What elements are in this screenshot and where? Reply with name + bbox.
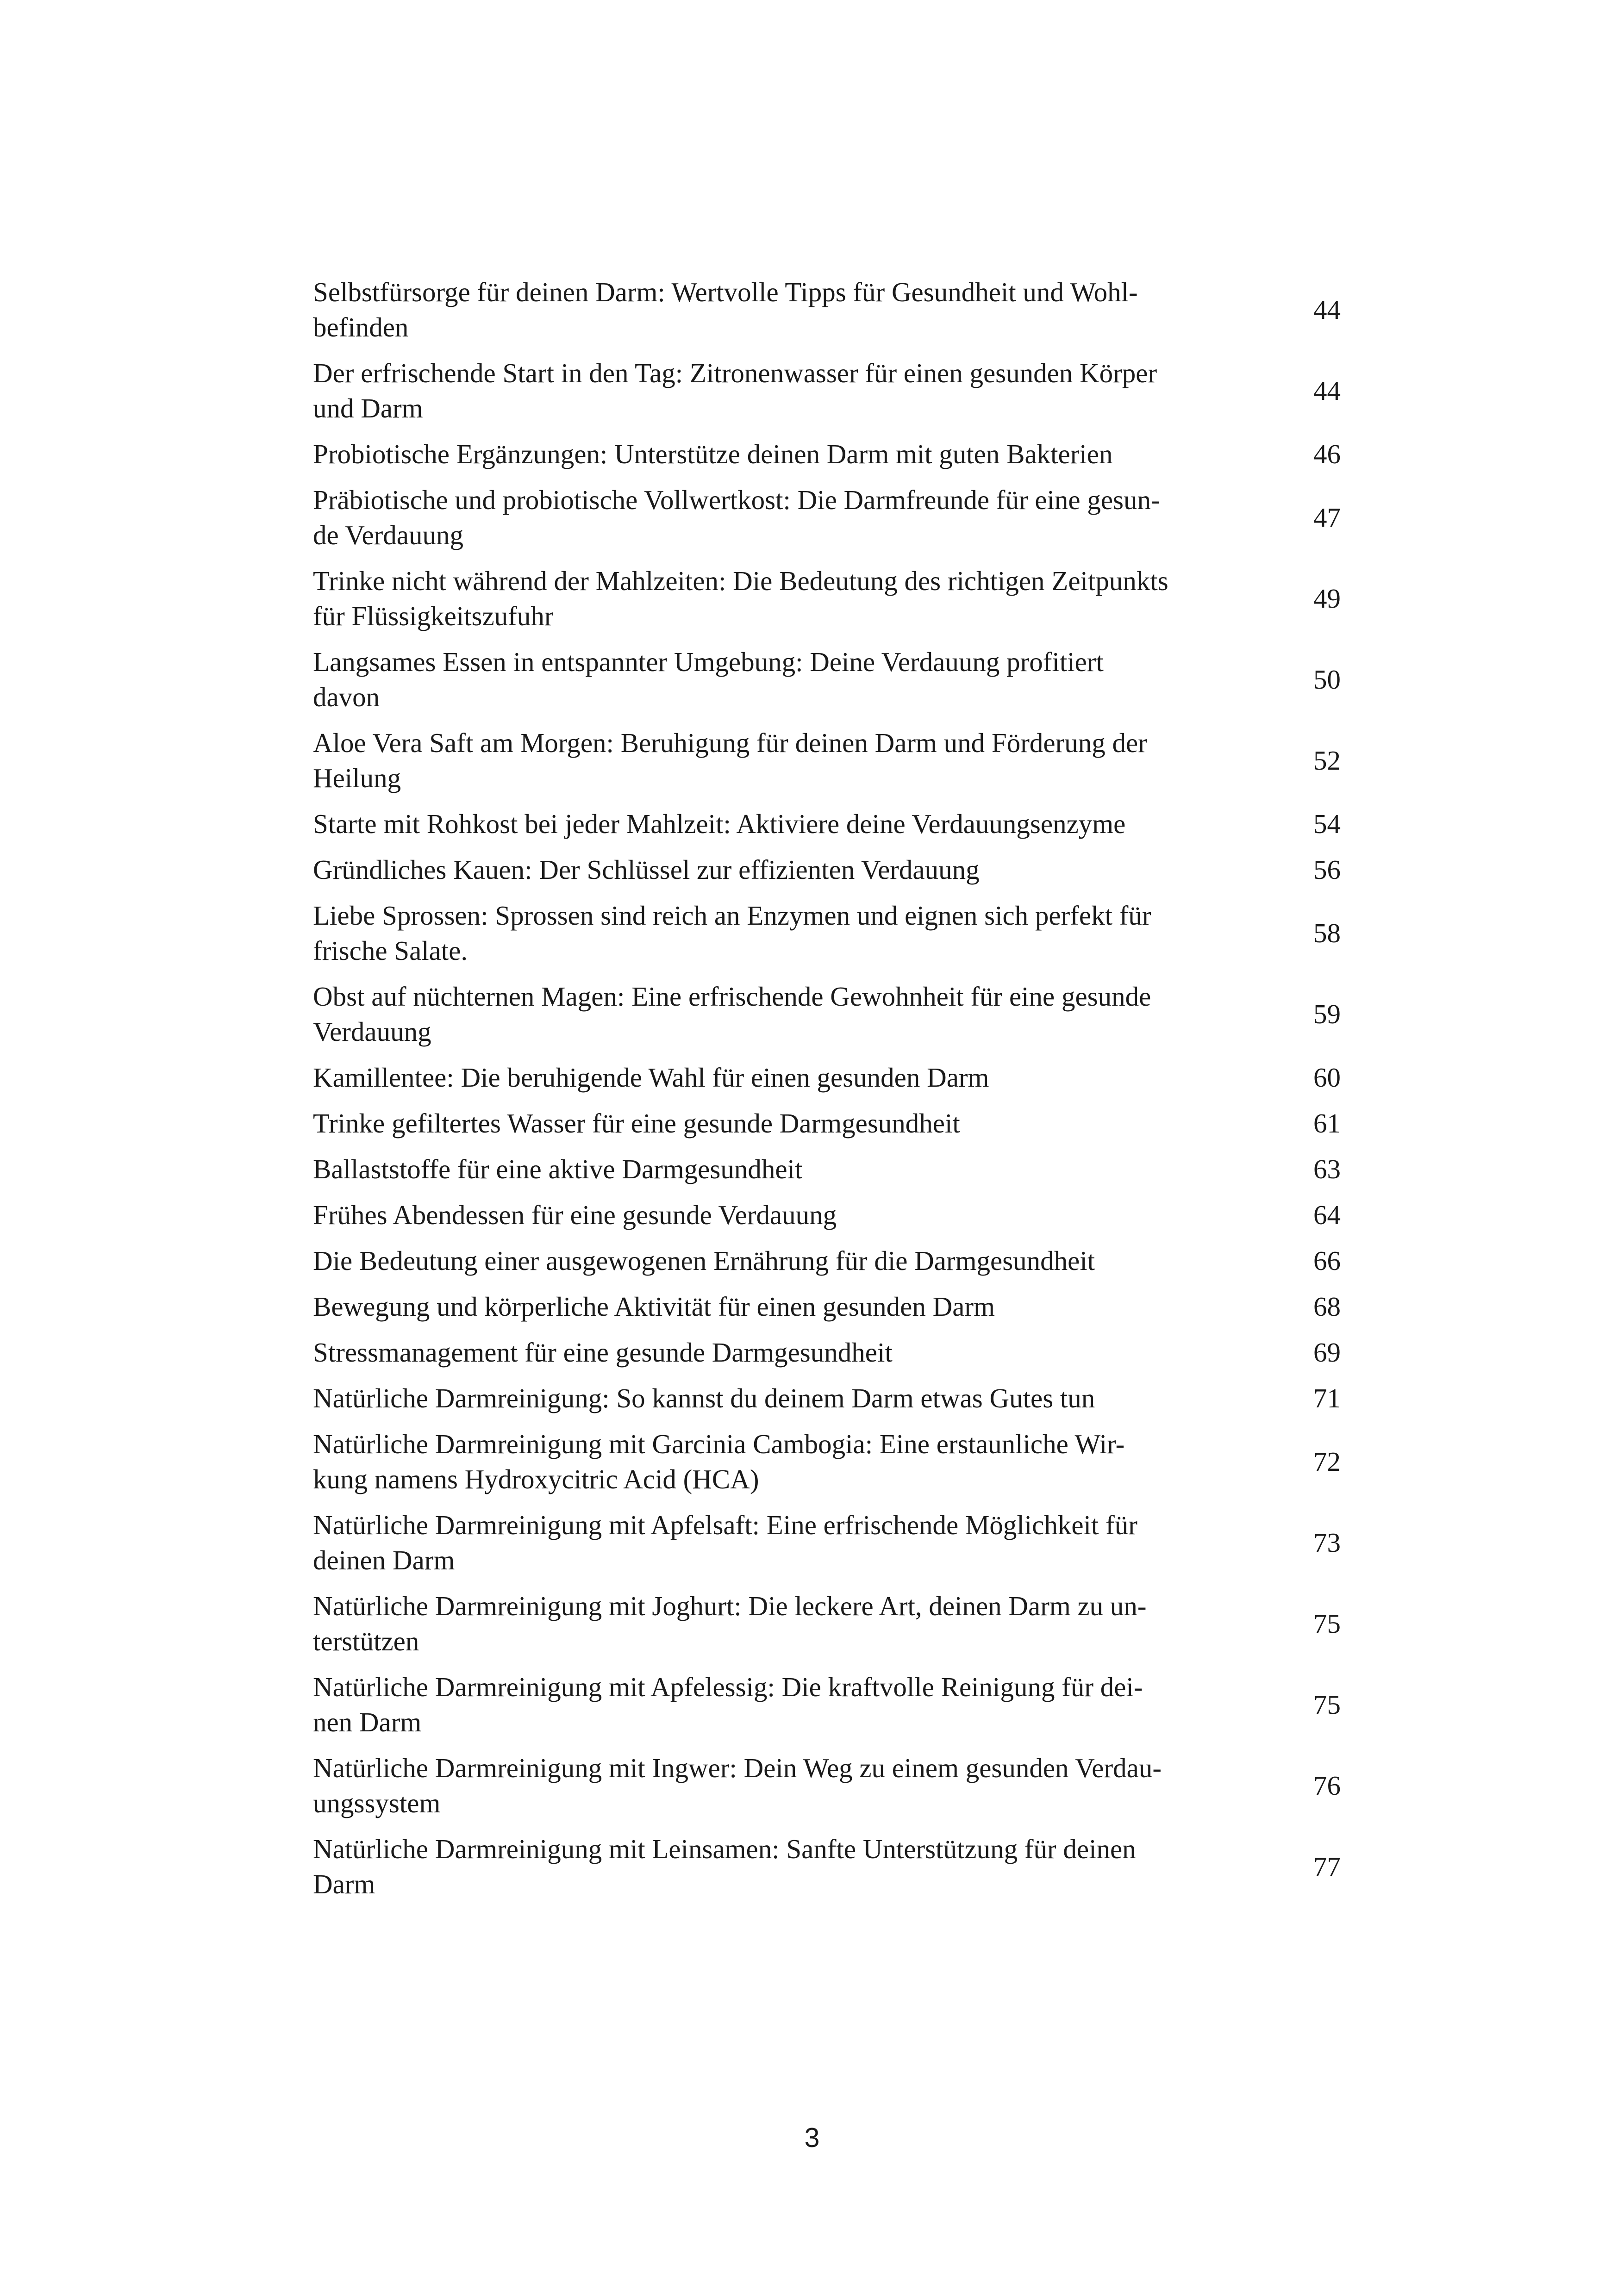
toc-entry-title [313,1381,1276,1416]
toc-entry-title-line: Liebe Sprossen: Sprossen sind reich an Enzymen und eignen sich perfekt für [313,900,1151,931]
toc-entry [313,1831,1341,1902]
toc-entry-page-number: 49 [1313,583,1341,614]
toc-entry-title-line: Gründliches Kauen: Der Schlüssel zur effizienten Verdauung [313,854,980,885]
toc-entry-title-line: de Verdauung [313,520,463,550]
toc-entry [313,1197,1341,1232]
toc-entry [313,436,1341,472]
toc-entry-title [313,1197,1276,1232]
toc-entry-page-number: 52 [1313,745,1341,776]
toc-entry-title [313,806,1276,841]
toc-entry [313,1669,1341,1740]
toc-entry-title-line: Natürliche Darmreinigung mit Apfelsaft: Eine erfrischende Möglichkeit für [313,1510,1137,1540]
toc-entry-page-number: 44 [1313,375,1341,406]
toc-entry-title-line: Verdauung [313,1016,431,1047]
toc-entry [313,725,1341,796]
toc-entry-title [313,482,1276,553]
toc-entry-title-line: Präbiotische und probiotische Vollwertkost: Die Darmfreunde für eine gesun- [313,485,1160,515]
toc-entry-title-line: Probiotische Ergänzungen: Unterstütze deinen Darm mit guten Bakterien [313,439,1113,469]
toc-entry-page-number: 56 [1313,854,1341,885]
toc-entry-title-line: kung namens Hydroxycitric Acid (HCA) [313,1464,759,1494]
toc-entry-title-line: Kamillentee: Die beruhigende Wahl für einen gesunden Darm [313,1062,989,1093]
toc-entry-page-number: 59 [1313,999,1341,1029]
toc-entry [313,1060,1341,1095]
toc-entry-title [313,1243,1276,1278]
toc-entry-page-number: 73 [1313,1527,1341,1558]
toc-entry [313,1507,1341,1578]
toc-entry [313,1289,1341,1324]
toc-entry-title [313,1426,1276,1497]
toc-entry-title-line: Frühes Abendessen für eine gesunde Verdauung [313,1200,837,1230]
toc-entry-title [313,274,1276,345]
toc-entry-page-number: 69 [1313,1337,1341,1368]
toc-entry-title [313,898,1276,968]
toc-entry-page-number: 72 [1313,1446,1341,1477]
toc-entry-title [313,1289,1276,1324]
toc-entry-page-number: 54 [1313,809,1341,839]
toc-entry-title-line: Trinke gefiltertes Wasser für eine gesunde Darmgesundheit [313,1108,960,1139]
toc-entry-title-line: Natürliche Darmreinigung mit Ingwer: Dein Weg zu einem gesunden Verdau- [313,1753,1162,1783]
toc-entry-title-line: Darm [313,1869,375,1899]
toc-entry [313,1750,1341,1821]
toc-entry [313,1588,1341,1659]
toc-entry [313,1151,1341,1187]
toc-entry-title [313,1151,1276,1187]
toc-entry-title-line: ungssystem [313,1788,441,1818]
toc-entry [313,1381,1341,1416]
toc-entry [313,1243,1341,1278]
toc-entry-title-line: Stressmanagement für eine gesunde Darmgesundheit [313,1337,893,1368]
toc-entry-title-line: Natürliche Darmreinigung: So kannst du deinem Darm etwas Gutes tun [313,1383,1095,1413]
toc-entry-title-line: für Flüssigkeitszufuhr [313,601,554,631]
toc-entry-title-line: Natürliche Darmreinigung mit Leinsamen: Sanfte Unterstützung für deinen [313,1834,1136,1864]
toc-entry-title [313,852,1276,887]
toc-entry [313,644,1341,715]
toc-entry-title-line: Selbstfürsorge für deinen Darm: Wertvolle Tipps für Gesundheit und Wohl- [313,277,1138,307]
toc-entry [313,852,1341,887]
toc-entry [313,355,1341,426]
toc-entry-title-line: Langsames Essen in entspannter Umgebung: Deine Verdauung profitiert [313,647,1104,677]
toc-entry-title-line: Bewegung und körperliche Aktivität für einen gesunden Darm [313,1291,995,1322]
toc-entry [313,806,1341,841]
toc-entry-page-number: 60 [1313,1062,1341,1093]
toc-entry-title-line: Starte mit Rohkost bei jeder Mahlzeit: Aktiviere deine Verdauungsenzyme [313,809,1126,839]
toc-entry-title-line: nen Darm [313,1707,422,1737]
toc-entry-title [313,725,1276,796]
toc-entry-title-line: Aloe Vera Saft am Morgen: Beruhigung für deinen Darm und Förderung der [313,728,1147,758]
toc-entry-title-line: befinden [313,312,409,342]
toc-entry-title [313,1335,1276,1370]
toc-entry [313,1335,1341,1370]
toc-entry-title-line: Natürliche Darmreinigung mit Joghurt: Die leckere Art, deinen Darm zu un- [313,1591,1147,1621]
toc-entry-page-number: 66 [1313,1245,1341,1276]
toc-entry-title-line: Natürliche Darmreinigung mit Apfelessig: Die kraftvolle Reinigung für dei- [313,1672,1143,1702]
toc-entry-page-number: 75 [1313,1689,1341,1720]
toc-entry [313,1106,1341,1141]
toc-entry-title-line: Ballaststoffe für eine aktive Darmgesundheit [313,1154,803,1184]
toc-entry-title [313,1106,1276,1141]
toc-entry-title [313,1588,1276,1659]
toc-entry-page-number: 76 [1313,1770,1341,1801]
toc-entry [313,898,1341,968]
toc-entry [313,274,1341,345]
toc-entry-title-line: deinen Darm [313,1545,455,1575]
toc-entry-title [313,1507,1276,1578]
toc-entry-page-number: 63 [1313,1154,1341,1184]
toc-entry-page-number: 61 [1313,1108,1341,1139]
toc-entry-title [313,355,1276,426]
toc-entry [313,979,1341,1049]
toc-entry-title-line: terstützen [313,1626,419,1656]
toc-entry-page-number: 68 [1313,1291,1341,1322]
toc-entry-title [313,563,1276,634]
toc-entry-title-line: frische Salate. [313,935,468,966]
toc-entry-title-line: Der erfrischende Start in den Tag: Zitronenwasser für einen gesunden Körper [313,358,1157,388]
toc-entry-title [313,436,1276,472]
toc-entry-page-number: 46 [1313,439,1341,469]
toc-entry-title [313,1831,1276,1902]
toc-entry-page-number: 47 [1313,502,1341,533]
toc-entry-page-number: 75 [1313,1608,1341,1639]
toc-entry-title [313,1669,1276,1740]
toc-entry-page-number: 50 [1313,664,1341,695]
table-of-contents [313,274,1341,1912]
toc-entry-title [313,644,1276,715]
toc-entry-title-line: und Darm [313,393,423,423]
toc-entry-title-line: Heilung [313,763,401,793]
toc-entry-title [313,979,1276,1049]
toc-entry-title [313,1060,1276,1095]
toc-entry-page-number: 44 [1313,294,1341,325]
toc-entry-page-number: 58 [1313,918,1341,948]
toc-entry-page-number: 77 [1313,1851,1341,1882]
page-number: 3 [804,2122,820,2153]
toc-entry-page-number: 64 [1313,1200,1341,1230]
toc-entry [313,563,1341,634]
toc-entry-page-number: 71 [1313,1383,1341,1413]
toc-entry-title-line: davon [313,682,380,712]
toc-entry-title-line: Die Bedeutung einer ausgewogenen Ernährung für die Darmgesundheit [313,1245,1095,1276]
toc-entry-title-line: Obst auf nüchternen Magen: Eine erfrischende Gewohnheit für eine gesunde [313,981,1151,1012]
toc-entry-title-line: Natürliche Darmreinigung mit Garcinia Cambogia: Eine erstaunliche Wir- [313,1429,1125,1459]
toc-entry-title-line: Trinke nicht während der Mahlzeiten: Die Bedeutung des richtigen Zeitpunkts [313,566,1168,596]
toc-entry [313,1426,1341,1497]
toc-entry-title [313,1750,1276,1821]
toc-entry [313,482,1341,553]
